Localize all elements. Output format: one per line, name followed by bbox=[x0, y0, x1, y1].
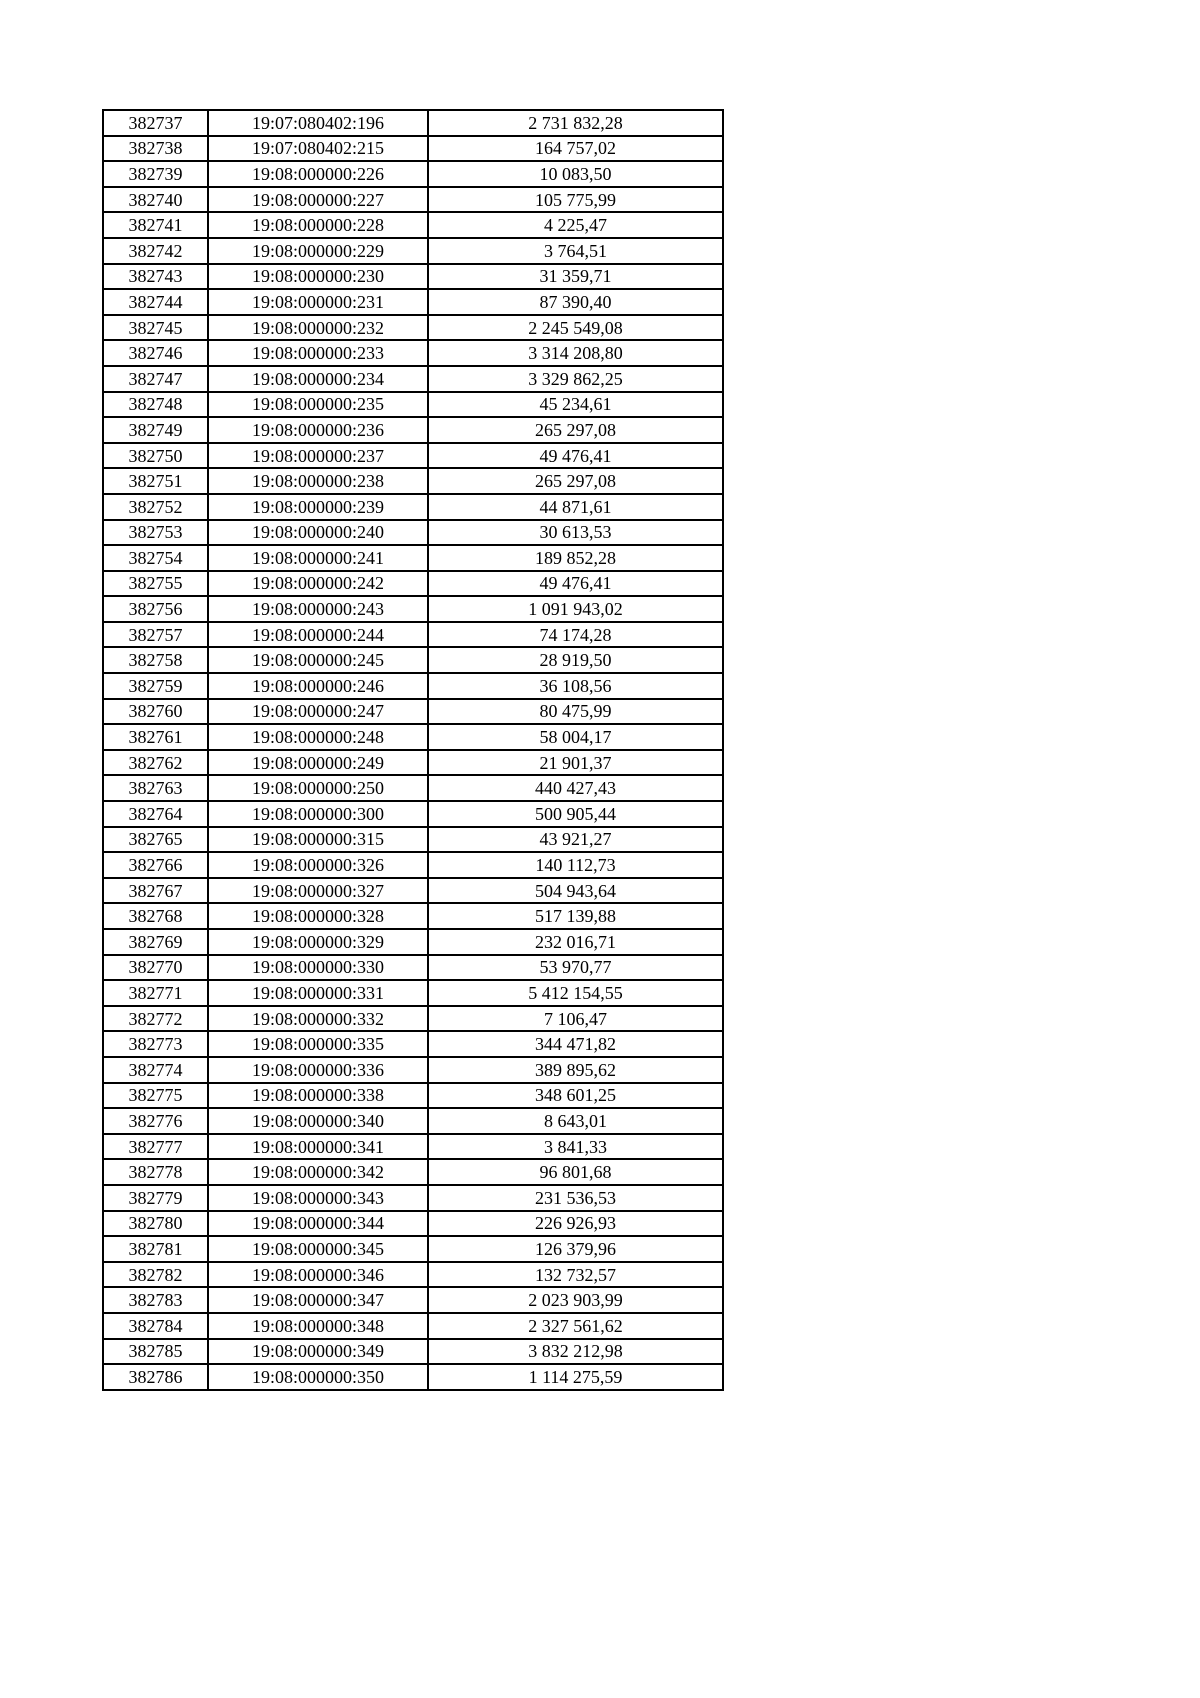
row-number-cell: 382779 bbox=[103, 1185, 208, 1211]
table-row bbox=[103, 1083, 723, 1109]
table-row bbox=[103, 238, 723, 264]
table-row bbox=[103, 212, 723, 238]
row-number-cell: 382745 bbox=[103, 315, 208, 341]
row-number-cell: 382774 bbox=[103, 1057, 208, 1083]
row-number-cell: 382747 bbox=[103, 366, 208, 392]
row-number-cell: 382767 bbox=[103, 878, 208, 904]
value-cell: 96 801,68 bbox=[428, 1159, 723, 1185]
value-cell: 348 601,25 bbox=[428, 1083, 723, 1109]
cadastral-number-cell: 19:08:000000:236 bbox=[208, 417, 428, 443]
value-cell: 30 613,53 bbox=[428, 520, 723, 546]
table-row bbox=[103, 622, 723, 648]
row-number-cell: 382746 bbox=[103, 340, 208, 366]
cadastral-number-cell: 19:08:000000:332 bbox=[208, 1006, 428, 1032]
value-cell: 344 471,82 bbox=[428, 1031, 723, 1057]
value-cell: 2 023 903,99 bbox=[428, 1287, 723, 1313]
value-cell: 49 476,41 bbox=[428, 443, 723, 469]
cadastral-number-cell: 19:08:000000:228 bbox=[208, 212, 428, 238]
row-number-cell: 382772 bbox=[103, 1006, 208, 1032]
row-number-cell: 382739 bbox=[103, 161, 208, 187]
table-row bbox=[103, 699, 723, 725]
table-row bbox=[103, 571, 723, 597]
cadastral-number-cell: 19:08:000000:336 bbox=[208, 1057, 428, 1083]
value-cell: 232 016,71 bbox=[428, 929, 723, 955]
cadastral-number-cell: 19:08:000000:300 bbox=[208, 801, 428, 827]
value-cell: 126 379,96 bbox=[428, 1236, 723, 1262]
value-cell: 1 091 943,02 bbox=[428, 596, 723, 622]
value-cell: 3 314 208,80 bbox=[428, 340, 723, 366]
cadastral-number-cell: 19:08:000000:335 bbox=[208, 1031, 428, 1057]
value-cell: 1 114 275,59 bbox=[428, 1364, 723, 1390]
table-row bbox=[103, 929, 723, 955]
cadastral-number-cell: 19:08:000000:330 bbox=[208, 955, 428, 981]
row-number-cell: 382737 bbox=[103, 110, 208, 136]
row-number-cell: 382759 bbox=[103, 673, 208, 699]
row-number-cell: 382768 bbox=[103, 903, 208, 929]
cadastral-number-cell: 19:08:000000:347 bbox=[208, 1287, 428, 1313]
value-cell: 265 297,08 bbox=[428, 417, 723, 443]
value-cell: 226 926,93 bbox=[428, 1211, 723, 1237]
value-cell: 53 970,77 bbox=[428, 955, 723, 981]
value-cell: 189 852,28 bbox=[428, 545, 723, 571]
row-number-cell: 382749 bbox=[103, 417, 208, 443]
cadastral-number-cell: 19:08:000000:341 bbox=[208, 1134, 428, 1160]
row-number-cell: 382763 bbox=[103, 775, 208, 801]
cadastral-number-cell: 19:08:000000:232 bbox=[208, 315, 428, 341]
row-number-cell: 382743 bbox=[103, 264, 208, 290]
value-cell: 2 731 832,28 bbox=[428, 110, 723, 136]
row-number-cell: 382755 bbox=[103, 571, 208, 597]
table-row bbox=[103, 315, 723, 341]
cadastral-value-table bbox=[102, 109, 724, 1391]
value-cell: 2 327 561,62 bbox=[428, 1313, 723, 1339]
row-number-cell: 382741 bbox=[103, 212, 208, 238]
value-cell: 265 297,08 bbox=[428, 468, 723, 494]
table-row bbox=[103, 110, 723, 136]
table-row bbox=[103, 955, 723, 981]
cadastral-number-cell: 19:07:080402:196 bbox=[208, 110, 428, 136]
cadastral-number-cell: 19:08:000000:331 bbox=[208, 980, 428, 1006]
table-row bbox=[103, 1185, 723, 1211]
value-cell: 140 112,73 bbox=[428, 852, 723, 878]
row-number-cell: 382781 bbox=[103, 1236, 208, 1262]
cadastral-number-cell: 19:08:000000:350 bbox=[208, 1364, 428, 1390]
cadastral-number-cell: 19:08:000000:326 bbox=[208, 852, 428, 878]
table-row bbox=[103, 673, 723, 699]
value-cell: 44 871,61 bbox=[428, 494, 723, 520]
cadastral-number-cell: 19:08:000000:348 bbox=[208, 1313, 428, 1339]
row-number-cell: 382761 bbox=[103, 724, 208, 750]
table-row bbox=[103, 827, 723, 853]
table-row bbox=[103, 340, 723, 366]
table-row bbox=[103, 1134, 723, 1160]
value-cell: 28 919,50 bbox=[428, 647, 723, 673]
cadastral-number-cell: 19:08:000000:226 bbox=[208, 161, 428, 187]
row-number-cell: 382780 bbox=[103, 1211, 208, 1237]
table-row bbox=[103, 136, 723, 162]
cadastral-number-cell: 19:08:000000:241 bbox=[208, 545, 428, 571]
table-row bbox=[103, 1159, 723, 1185]
row-number-cell: 382769 bbox=[103, 929, 208, 955]
cadastral-number-cell: 19:08:000000:231 bbox=[208, 289, 428, 315]
value-cell: 43 921,27 bbox=[428, 827, 723, 853]
row-number-cell: 382738 bbox=[103, 136, 208, 162]
table-row bbox=[103, 647, 723, 673]
table-row bbox=[103, 801, 723, 827]
value-cell: 389 895,62 bbox=[428, 1057, 723, 1083]
table-row bbox=[103, 1031, 723, 1057]
row-number-cell: 382756 bbox=[103, 596, 208, 622]
table-row bbox=[103, 520, 723, 546]
cadastral-number-cell: 19:08:000000:229 bbox=[208, 238, 428, 264]
value-cell: 74 174,28 bbox=[428, 622, 723, 648]
cadastral-number-cell: 19:08:000000:227 bbox=[208, 187, 428, 213]
cadastral-number-cell: 19:08:000000:345 bbox=[208, 1236, 428, 1262]
cadastral-number-cell: 19:08:000000:239 bbox=[208, 494, 428, 520]
cadastral-number-cell: 19:08:000000:343 bbox=[208, 1185, 428, 1211]
table-row bbox=[103, 1211, 723, 1237]
row-number-cell: 382744 bbox=[103, 289, 208, 315]
cadastral-number-cell: 19:08:000000:240 bbox=[208, 520, 428, 546]
value-cell: 10 083,50 bbox=[428, 161, 723, 187]
row-number-cell: 382757 bbox=[103, 622, 208, 648]
value-cell: 80 475,99 bbox=[428, 699, 723, 725]
table-row bbox=[103, 878, 723, 904]
value-cell: 105 775,99 bbox=[428, 187, 723, 213]
table-row bbox=[103, 1236, 723, 1262]
table-row bbox=[103, 443, 723, 469]
value-cell: 231 536,53 bbox=[428, 1185, 723, 1211]
cadastral-number-cell: 19:08:000000:249 bbox=[208, 750, 428, 776]
cadastral-number-cell: 19:08:000000:243 bbox=[208, 596, 428, 622]
cadastral-number-cell: 19:08:000000:248 bbox=[208, 724, 428, 750]
table-row bbox=[103, 468, 723, 494]
cadastral-number-cell: 19:08:000000:315 bbox=[208, 827, 428, 853]
table-row bbox=[103, 545, 723, 571]
value-cell: 2 245 549,08 bbox=[428, 315, 723, 341]
row-number-cell: 382766 bbox=[103, 852, 208, 878]
table-row bbox=[103, 1339, 723, 1365]
table-row bbox=[103, 724, 723, 750]
value-cell: 3 329 862,25 bbox=[428, 366, 723, 392]
cadastral-number-cell: 19:08:000000:346 bbox=[208, 1262, 428, 1288]
table-row bbox=[103, 392, 723, 418]
value-cell: 3 764,51 bbox=[428, 238, 723, 264]
cadastral-number-cell: 19:08:000000:329 bbox=[208, 929, 428, 955]
row-number-cell: 382754 bbox=[103, 545, 208, 571]
value-cell: 5 412 154,55 bbox=[428, 980, 723, 1006]
value-cell: 45 234,61 bbox=[428, 392, 723, 418]
value-cell: 21 901,37 bbox=[428, 750, 723, 776]
table-row bbox=[103, 1108, 723, 1134]
row-number-cell: 382771 bbox=[103, 980, 208, 1006]
table-row bbox=[103, 1313, 723, 1339]
cadastral-number-cell: 19:08:000000:233 bbox=[208, 340, 428, 366]
value-cell: 504 943,64 bbox=[428, 878, 723, 904]
row-number-cell: 382751 bbox=[103, 468, 208, 494]
row-number-cell: 382776 bbox=[103, 1108, 208, 1134]
value-cell: 58 004,17 bbox=[428, 724, 723, 750]
cadastral-number-cell: 19:08:000000:247 bbox=[208, 699, 428, 725]
cadastral-number-cell: 19:08:000000:245 bbox=[208, 647, 428, 673]
cadastral-number-cell: 19:08:000000:327 bbox=[208, 878, 428, 904]
cadastral-number-cell: 19:08:000000:235 bbox=[208, 392, 428, 418]
row-number-cell: 382765 bbox=[103, 827, 208, 853]
value-cell: 440 427,43 bbox=[428, 775, 723, 801]
value-cell: 3 832 212,98 bbox=[428, 1339, 723, 1365]
table-body bbox=[103, 110, 723, 1390]
table-row bbox=[103, 903, 723, 929]
row-number-cell: 382777 bbox=[103, 1134, 208, 1160]
table-row bbox=[103, 289, 723, 315]
row-number-cell: 382786 bbox=[103, 1364, 208, 1390]
table-row bbox=[103, 1057, 723, 1083]
table-row bbox=[103, 1262, 723, 1288]
table-row bbox=[103, 980, 723, 1006]
table-row bbox=[103, 1006, 723, 1032]
table-row bbox=[103, 161, 723, 187]
row-number-cell: 382753 bbox=[103, 520, 208, 546]
value-cell: 3 841,33 bbox=[428, 1134, 723, 1160]
value-cell: 517 139,88 bbox=[428, 903, 723, 929]
cadastral-number-cell: 19:08:000000:342 bbox=[208, 1159, 428, 1185]
row-number-cell: 382782 bbox=[103, 1262, 208, 1288]
value-cell: 49 476,41 bbox=[428, 571, 723, 597]
row-number-cell: 382762 bbox=[103, 750, 208, 776]
table-row bbox=[103, 187, 723, 213]
table-row bbox=[103, 750, 723, 776]
row-number-cell: 382750 bbox=[103, 443, 208, 469]
value-cell: 7 106,47 bbox=[428, 1006, 723, 1032]
cadastral-number-cell: 19:08:000000:244 bbox=[208, 622, 428, 648]
cadastral-number-cell: 19:08:000000:234 bbox=[208, 366, 428, 392]
value-cell: 36 108,56 bbox=[428, 673, 723, 699]
value-cell: 164 757,02 bbox=[428, 136, 723, 162]
cadastral-number-cell: 19:08:000000:246 bbox=[208, 673, 428, 699]
value-cell: 87 390,40 bbox=[428, 289, 723, 315]
row-number-cell: 382740 bbox=[103, 187, 208, 213]
cadastral-number-cell: 19:08:000000:338 bbox=[208, 1083, 428, 1109]
table-row bbox=[103, 494, 723, 520]
cadastral-number-cell: 19:08:000000:230 bbox=[208, 264, 428, 290]
row-number-cell: 382778 bbox=[103, 1159, 208, 1185]
row-number-cell: 382773 bbox=[103, 1031, 208, 1057]
row-number-cell: 382775 bbox=[103, 1083, 208, 1109]
row-number-cell: 382742 bbox=[103, 238, 208, 264]
table-row bbox=[103, 417, 723, 443]
cadastral-number-cell: 19:08:000000:340 bbox=[208, 1108, 428, 1134]
cadastral-number-cell: 19:08:000000:238 bbox=[208, 468, 428, 494]
table-row bbox=[103, 1364, 723, 1390]
table-row bbox=[103, 775, 723, 801]
row-number-cell: 382783 bbox=[103, 1287, 208, 1313]
cadastral-number-cell: 19:08:000000:250 bbox=[208, 775, 428, 801]
row-number-cell: 382764 bbox=[103, 801, 208, 827]
value-cell: 31 359,71 bbox=[428, 264, 723, 290]
cadastral-number-cell: 19:08:000000:237 bbox=[208, 443, 428, 469]
table-row bbox=[103, 1287, 723, 1313]
row-number-cell: 382758 bbox=[103, 647, 208, 673]
table-row bbox=[103, 366, 723, 392]
table-row bbox=[103, 596, 723, 622]
table-row bbox=[103, 852, 723, 878]
value-cell: 132 732,57 bbox=[428, 1262, 723, 1288]
row-number-cell: 382770 bbox=[103, 955, 208, 981]
cadastral-number-cell: 19:08:000000:349 bbox=[208, 1339, 428, 1365]
table-row bbox=[103, 264, 723, 290]
cadastral-number-cell: 19:08:000000:242 bbox=[208, 571, 428, 597]
row-number-cell: 382752 bbox=[103, 494, 208, 520]
row-number-cell: 382784 bbox=[103, 1313, 208, 1339]
value-cell: 4 225,47 bbox=[428, 212, 723, 238]
value-cell: 8 643,01 bbox=[428, 1108, 723, 1134]
value-cell: 500 905,44 bbox=[428, 801, 723, 827]
row-number-cell: 382760 bbox=[103, 699, 208, 725]
cadastral-number-cell: 19:07:080402:215 bbox=[208, 136, 428, 162]
cadastral-number-cell: 19:08:000000:328 bbox=[208, 903, 428, 929]
row-number-cell: 382785 bbox=[103, 1339, 208, 1365]
cadastral-number-cell: 19:08:000000:344 bbox=[208, 1211, 428, 1237]
row-number-cell: 382748 bbox=[103, 392, 208, 418]
